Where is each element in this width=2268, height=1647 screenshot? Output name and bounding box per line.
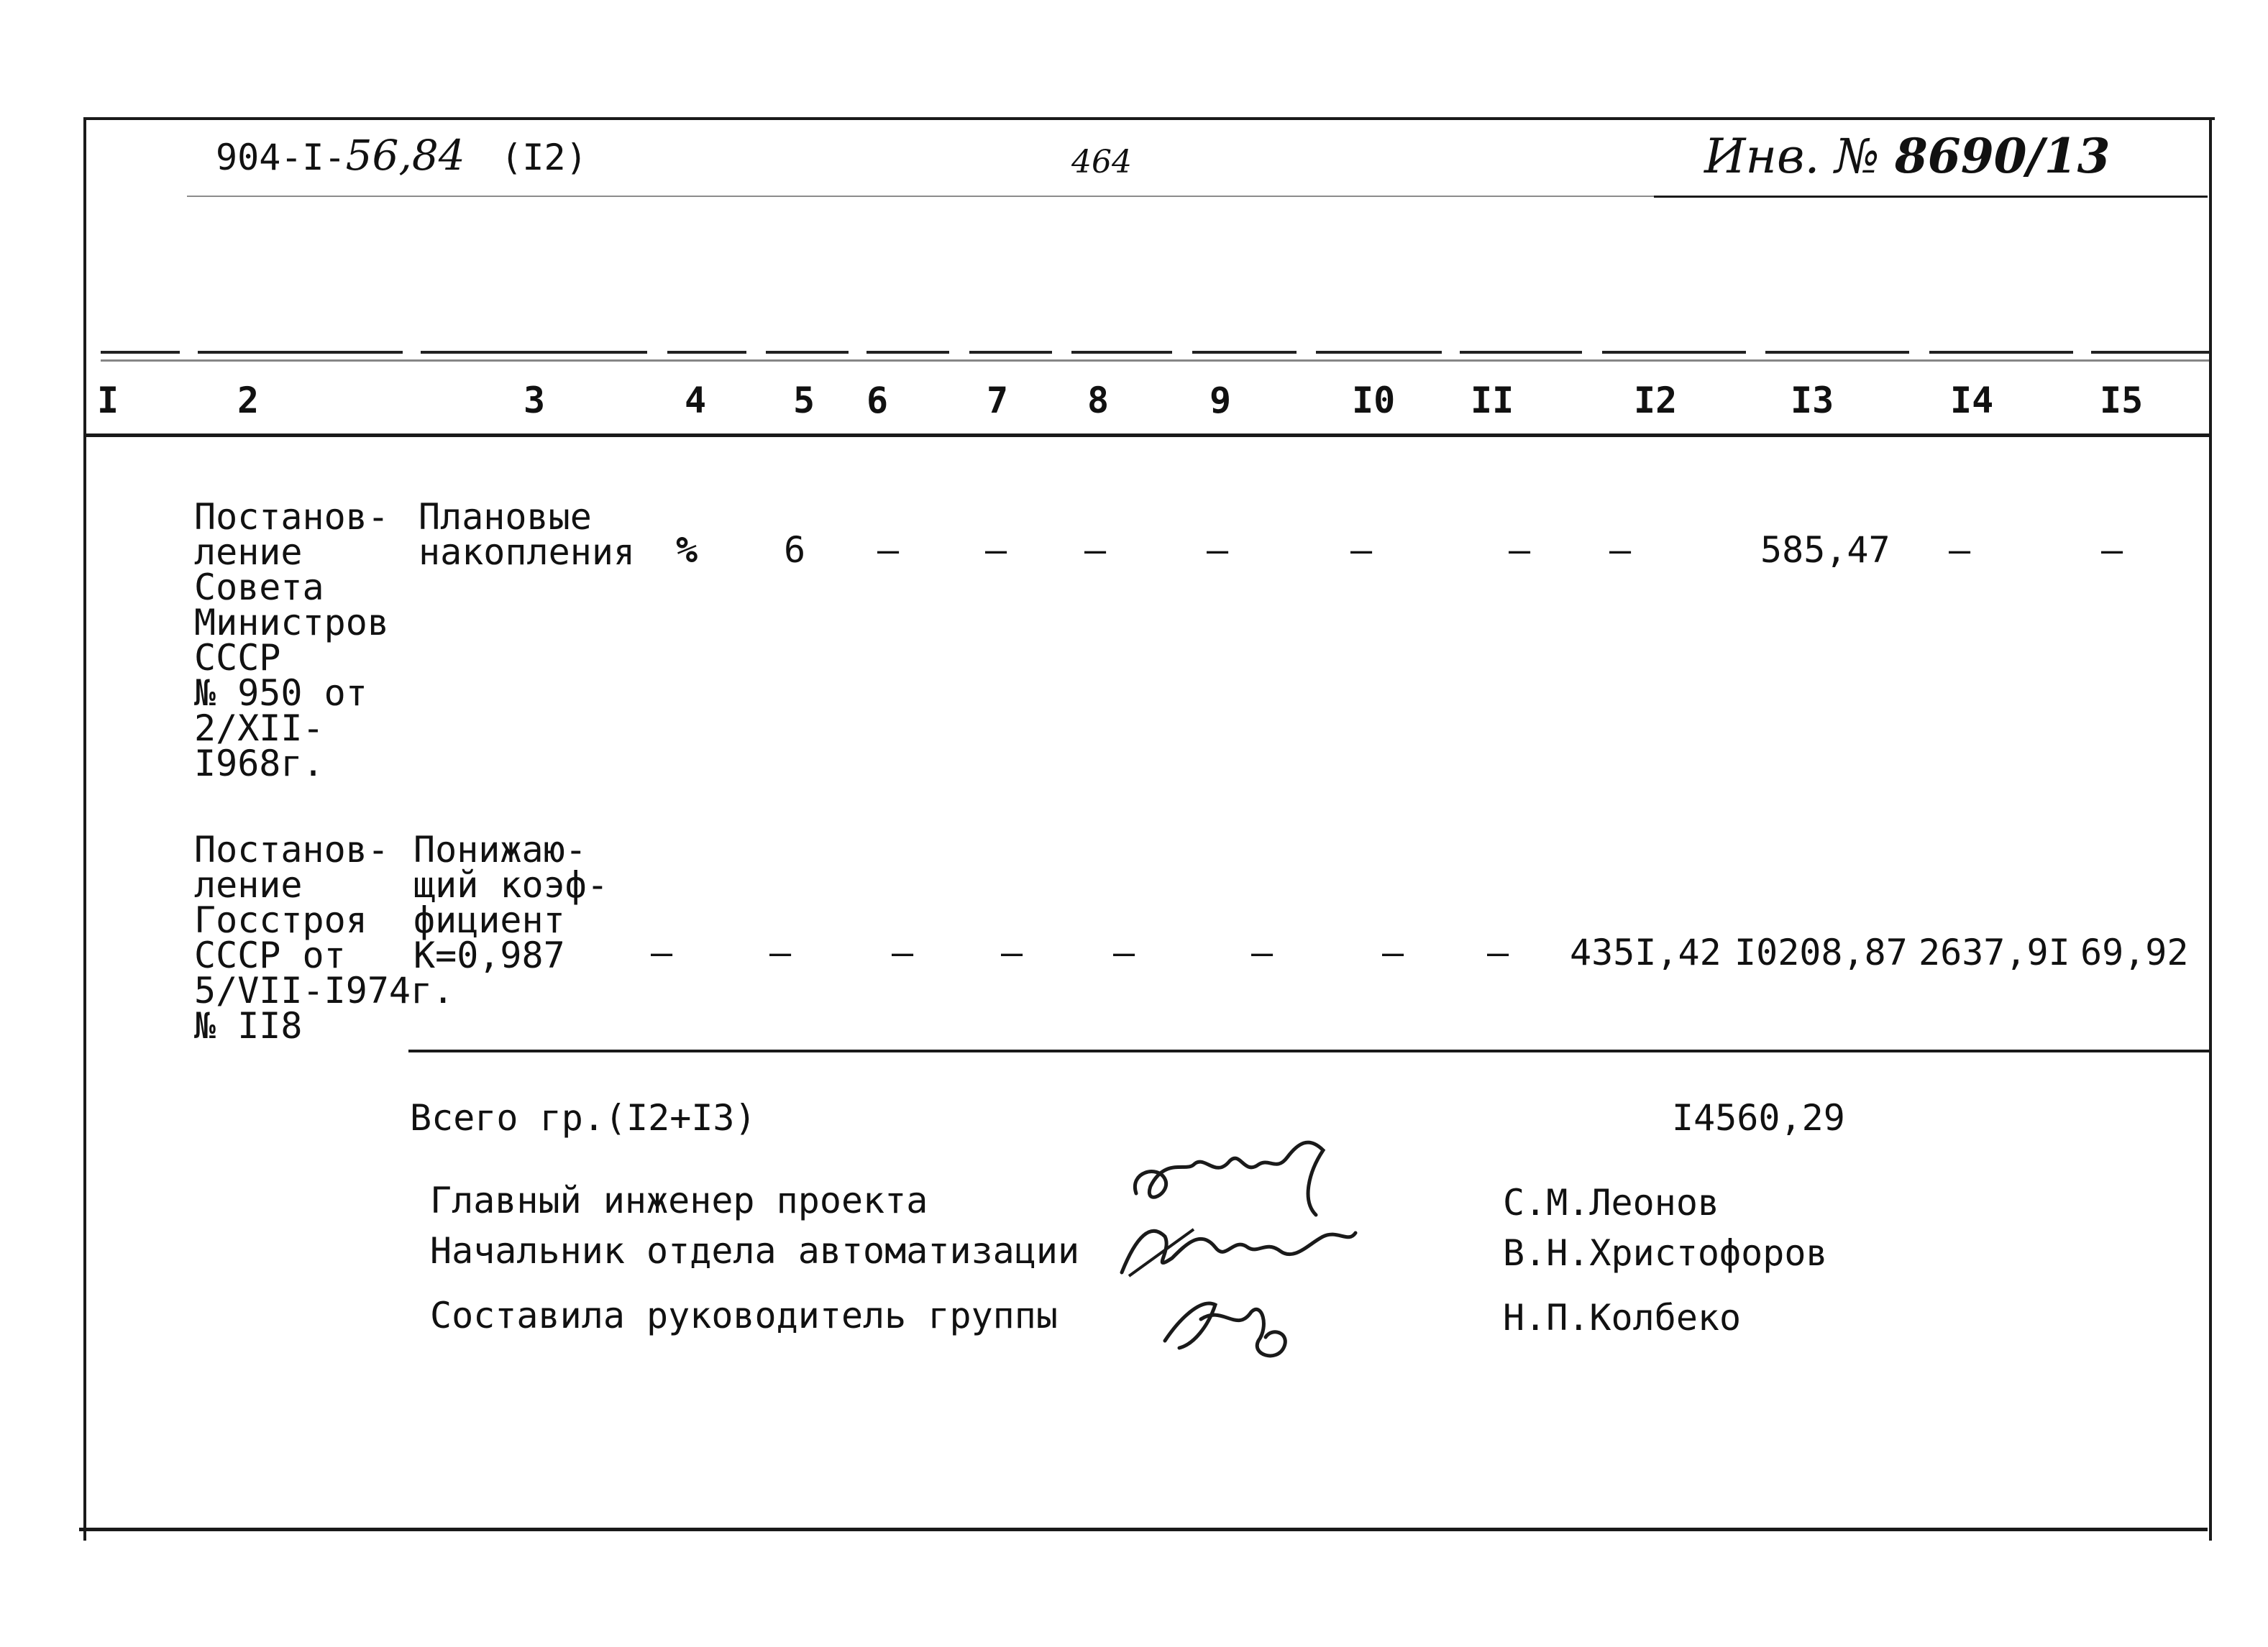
col-header-14: I4	[1950, 380, 1994, 421]
frame-right-line	[2209, 117, 2212, 1541]
col-rule	[421, 351, 647, 354]
row1-unit: %	[676, 529, 698, 571]
header-underline-left	[187, 196, 1654, 197]
row1-name: Плановые накопления	[419, 496, 636, 573]
row2-col6: –	[892, 932, 914, 973]
col-rule	[1192, 351, 1297, 354]
inventory-number: 8690/13	[1894, 128, 2111, 184]
signature-3-icon	[1151, 1276, 1309, 1370]
col-rule	[2091, 351, 2210, 354]
row1-col9: –	[1207, 529, 1229, 571]
inventory-label: Инв. №	[1704, 129, 1880, 184]
signatory-name-3: Н.П.Колбеко	[1503, 1297, 1742, 1339]
row2-col8: –	[1113, 932, 1135, 973]
frame-top-line	[86, 117, 2215, 120]
col-header-13: I3	[1791, 380, 1834, 421]
doc-code-typed: 904-I-	[216, 137, 346, 178]
header-bottom-line	[86, 433, 2211, 437]
row2-col12: 435I,42	[1570, 932, 1721, 973]
col-rule	[1929, 351, 2073, 354]
totals-label: Всего гр.(I2+I3)	[410, 1097, 756, 1139]
row1-col14: –	[1949, 529, 1971, 571]
col-rule	[866, 351, 949, 354]
signature-2-icon	[1107, 1208, 1366, 1287]
header-underline	[1654, 196, 2208, 198]
row2-col9: –	[1251, 932, 1274, 973]
col-header-8: 8	[1087, 380, 1110, 421]
signatory-title-2: Начальник отдела автоматизации	[430, 1230, 1080, 1272]
col-header-5: 5	[793, 380, 815, 421]
col-rule-lower	[101, 359, 2210, 362]
row1-col13: 585,47	[1760, 529, 1890, 571]
row1-col11: –	[1509, 529, 1531, 571]
row1-rate: 6	[784, 529, 806, 571]
row2-col13: I0208,87	[1734, 932, 1908, 973]
row2-source: Постанов- ление Госстроя СССР от 5/VII-I974г. № II8	[194, 829, 454, 1047]
row1-col12: –	[1609, 529, 1632, 571]
row1-source: Постанов- ление Совета Министров СССР № 950 от 2/XII- I968г.	[194, 496, 389, 784]
col-header-10: I0	[1352, 380, 1396, 421]
totals-value: I4560,29	[1672, 1097, 1845, 1139]
col-header-6: 6	[866, 380, 889, 421]
col-rule	[101, 351, 180, 354]
row1-col10: –	[1350, 529, 1373, 571]
row2-col11: –	[1487, 932, 1509, 973]
col-header-2: 2	[237, 380, 260, 421]
row2-name: Понижаю- щий коэф- фициент К=0,987	[413, 829, 608, 976]
row2-col5: –	[769, 932, 792, 973]
col-rule	[1602, 351, 1746, 354]
frame-left-line	[83, 117, 86, 1541]
frame-bottom-line	[79, 1528, 2208, 1531]
signatory-name-1: С.М.Леонов	[1503, 1182, 1720, 1224]
col-rule	[1460, 351, 1582, 354]
signatory-name-2: В.Н.Христофоров	[1503, 1232, 1828, 1274]
col-header-7: 7	[987, 380, 1009, 421]
row1-col8: –	[1084, 529, 1107, 571]
col-header-11: II	[1471, 380, 1514, 421]
col-rule	[1071, 351, 1172, 354]
doc-code	[216, 131, 587, 180]
col-header-9: 9	[1210, 380, 1232, 421]
col-header-3: 3	[523, 380, 546, 421]
page-number: 464	[1071, 144, 1132, 180]
col-rule	[1765, 351, 1909, 354]
col-header-4: 4	[685, 380, 707, 421]
col-rule	[1316, 351, 1442, 354]
sheet-ref: (I2)	[500, 137, 587, 178]
row2-col15: 69,92	[2080, 932, 2189, 973]
signatory-title-1: Главный инженер проекта	[430, 1180, 928, 1221]
row2-col4: –	[651, 932, 673, 973]
row2-col7: –	[1001, 932, 1023, 973]
row2-col14: 2637,9I	[1919, 932, 2070, 973]
col-rule	[766, 351, 849, 354]
row1-col7: –	[985, 529, 1007, 571]
col-header-1: I	[97, 380, 119, 421]
col-header-15: I5	[2100, 380, 2144, 421]
row1-col6: –	[877, 529, 900, 571]
row1-col15: –	[2101, 529, 2123, 571]
col-header-12: I2	[1634, 380, 1678, 421]
col-rule	[667, 351, 746, 354]
col-rule	[969, 351, 1052, 354]
doc-code-handwritten: 56,84	[345, 131, 465, 180]
col-rule	[198, 351, 403, 354]
signatory-title-3: Составила руководитель группы	[430, 1295, 1058, 1336]
totals-rule	[408, 1050, 2210, 1052]
inventory-stamp	[1704, 128, 2111, 184]
row2-col10: –	[1382, 932, 1404, 973]
